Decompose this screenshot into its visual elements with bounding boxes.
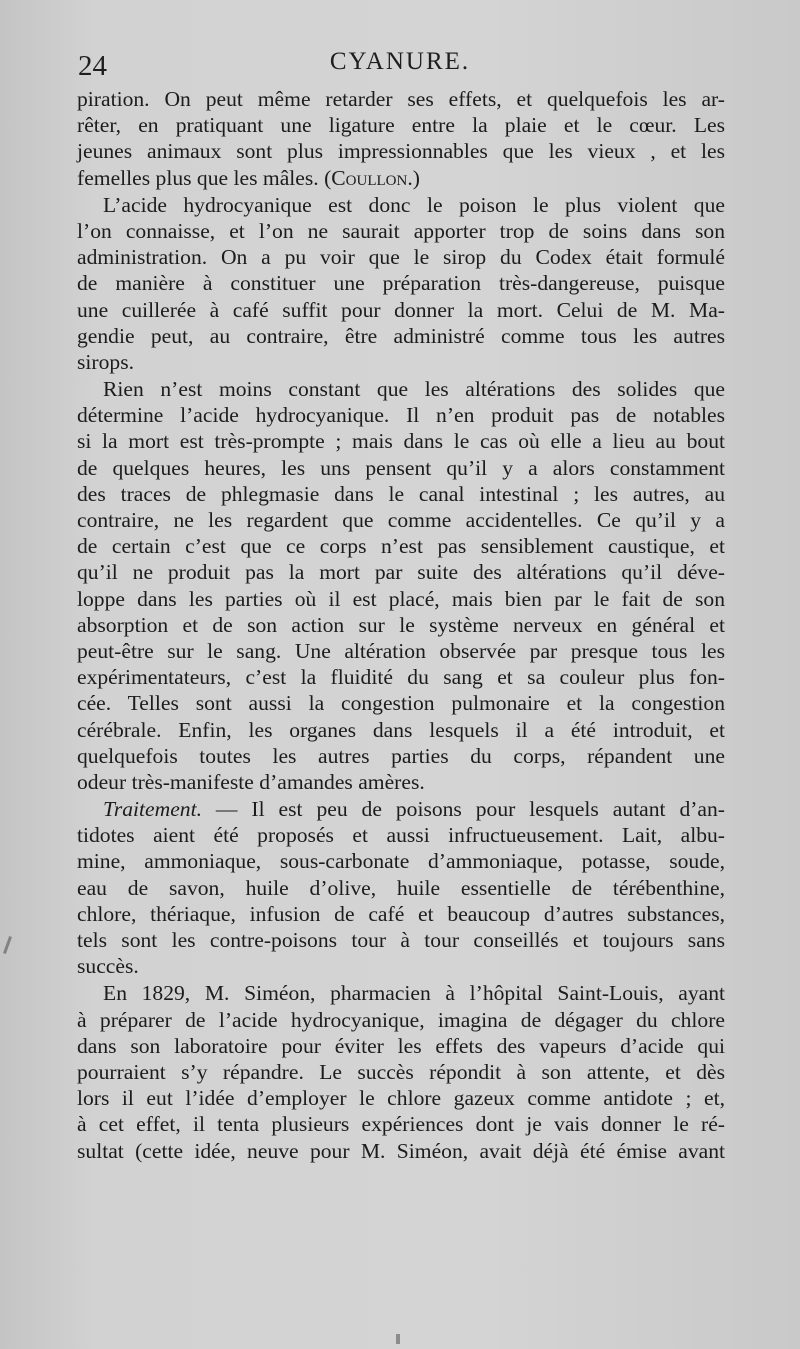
page-number: 24: [78, 50, 107, 82]
text-line: rêter, en pratiquant une ligature entre la plaie et le cœur. Les: [77, 113, 725, 138]
text-line: à préparer de l’acide hydrocyanique, imagina de dégager du chlore: [77, 1007, 725, 1032]
footer-ink-mark: [396, 1334, 400, 1344]
text-line: sirops.: [77, 349, 134, 374]
text-line: peut-être sur le sang. Une altération observée par presque tous les: [77, 638, 725, 663]
text-line: détermine l’acide hydrocyanique. Il n’en produit pas de notables: [77, 403, 725, 428]
running-title: CYANURE.: [329, 48, 471, 75]
text-line: tidotes aient été proposés et aussi infructueusement. Lait, albu-: [77, 823, 725, 848]
text-line: Rien n’est moins constant que les altérations des solides que: [103, 377, 725, 402]
text-line: administration. On a pu voir que le sirop du Codex était formulé: [77, 245, 725, 270]
text-line: En 1829, M. Siméon, pharmacien à l’hôpital Saint-Louis, ayant: [103, 981, 725, 1006]
text-line: lors il eut l’idée d’employer le chlore gazeux comme antidote ; et,: [77, 1086, 725, 1111]
text-line: pourraient s’y répandre. Le succès répondit à son attente, et dès: [77, 1059, 725, 1084]
text-line: quelquefois toutes les autres parties du corps, répandent une: [77, 743, 725, 768]
text-line: loppe dans les parties où il est placé, mais bien par le fait de son: [77, 586, 725, 611]
text-line: odeur très-manifeste d’amandes amères.: [77, 769, 425, 794]
text-line: gendie peut, au contraire, être administré comme tous les autres: [77, 323, 725, 348]
paragraph-5: [77, 980, 725, 1163]
text-line: succès.: [77, 954, 139, 979]
text-line: absorption et de son action sur le système nerveux en général et: [77, 612, 725, 637]
line-fragment: .): [407, 165, 420, 190]
text-line: [77, 796, 725, 822]
text-line: jeunes animaux sont plus impressionnables que les vieux , et les: [77, 139, 725, 164]
section-lead: Traitement.: [103, 797, 202, 822]
text-line: L’acide hydrocyanique est donc le poison le plus violent que: [103, 192, 725, 217]
author-citation: Coullon: [331, 165, 408, 190]
paragraph-3: [77, 376, 725, 795]
text-line: expérimentateurs, c’est la fluidité du sang et sa couleur plus fon-: [77, 665, 725, 690]
paragraph-2: [77, 192, 725, 375]
text-line: piration. On peut même retarder ses effets, et quelquefois les ar-: [77, 87, 725, 111]
text-line: [77, 165, 725, 191]
text-line: cérébrale. Enfin, les organes dans lesquels il a été introduit, et: [77, 717, 725, 742]
text-line: l’on connaisse, et l’on ne saurait apporter trop de soins dans son: [77, 218, 725, 243]
paragraph-4: [77, 796, 725, 979]
text-line: chlore, thériaque, infusion de café et beaucoup d’autres substances,: [77, 901, 725, 926]
text-line: de certain c’est que ce corps n’est pas sensiblement caustique, et: [77, 534, 725, 559]
text-line: cée. Telles sont aussi la congestion pulmonaire et la congestion: [77, 691, 725, 716]
text-line: qu’il ne produit pas la mort par suite des altérations qu’il déve-: [77, 560, 725, 585]
paragraph-1: [77, 86, 725, 191]
text-line: dans son laboratoire pour éviter les effets des vapeurs d’acide qui: [77, 1033, 725, 1058]
text-line: eau de savon, huile d’olive, huile essentielle de térébenthine,: [77, 875, 725, 900]
body-text: [77, 86, 725, 1164]
line-fragment: femelles plus que les mâles. (: [77, 165, 332, 190]
margin-pencil-mark: [3, 936, 12, 954]
line-fragment: — Il est peu de poisons pour lesquels autant d’an-: [201, 797, 725, 822]
text-line: de manière à constituer une préparation très-dangereuse, puisque: [77, 271, 725, 296]
text-line: des traces de phlegmasie dans le canal intestinal ; les autres, au: [77, 481, 725, 506]
text-line: de quelques heures, les uns pensent qu’il y a alors constamment: [77, 455, 725, 480]
text-line: à cet effet, il tenta plusieurs expériences dont je vais donner le ré-: [77, 1112, 725, 1137]
text-line: tels sont les contre-poisons tour à tour conseillés et toujours sans: [77, 928, 725, 952]
text-line: contraire, ne les regardent que comme accidentelles. Ce qu’il y a: [77, 508, 725, 532]
text-line: une cuillerée à café suffit pour donner la mort. Celui de M. Ma-: [77, 297, 725, 322]
text-line: sultat (cette idée, neuve pour M. Siméon, avait déjà été émise avant: [77, 1138, 725, 1163]
text-line: si la mort est très-prompte ; mais dans le cas où elle a lieu au bout: [77, 429, 725, 454]
text-line: mine, ammoniaque, sous-carbonate d’ammoniaque, potasse, soude,: [77, 849, 725, 874]
